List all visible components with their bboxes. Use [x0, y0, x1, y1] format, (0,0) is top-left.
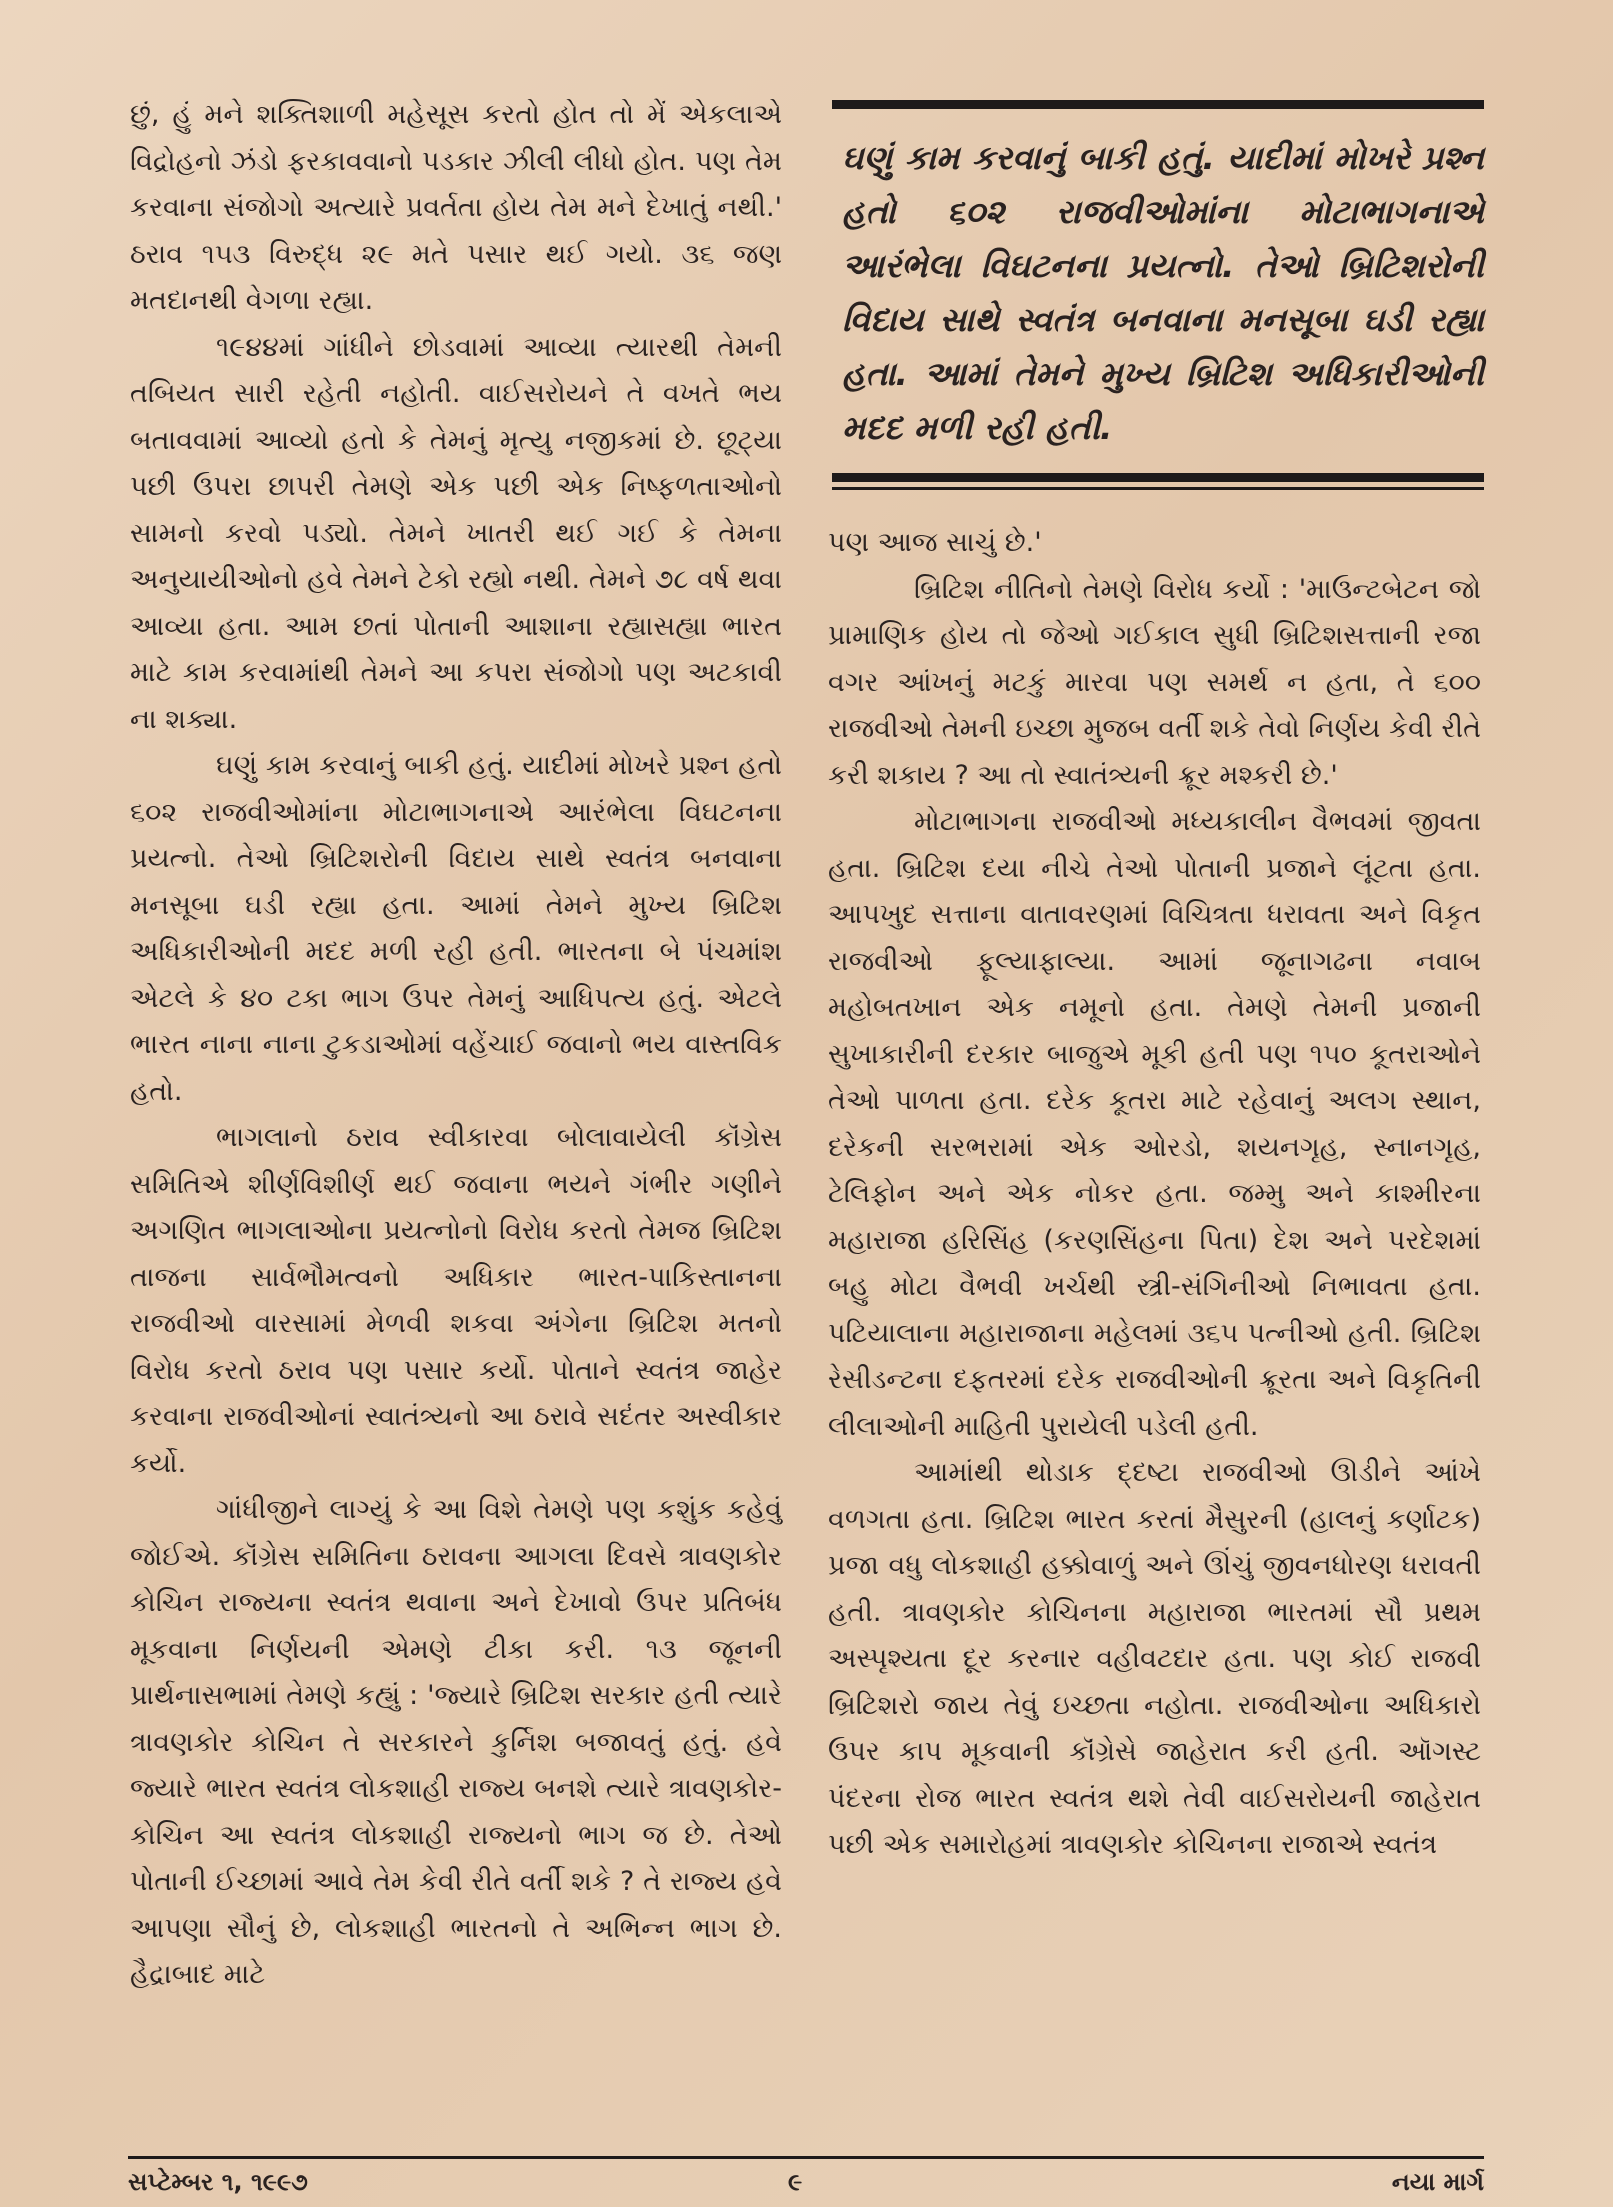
paragraph: ઘણું કામ કરવાનું બાકી હતું. યાદીમાં મોખરે પ્રશ્ન હતો ૬૦૨ રાજવીઓમાંના મોટાભાગનાએ આરંભેલા વિઘટનના પ્રયત્નો. તેઓ બ્રિટિશરોની વિદાય સાથે સ્વતંત્ર બનવાના મનસૂબા ઘડી રહ્યા હતા. આમાં તેમને મુખ્ય બ્રિટિશ અધિકારીઓની મદદ મળી રહી હતી. ભારતના બે પંચમાંશ એટલે કે ૪૦ ટકા ભાગ ઉપર તેમનું આધિપત્ય હતું. એટલે ભારત નાના નાના ટુકડાઓમાં વહેંચાઈ જવાનો ભય વાસ્તવિક હતો. — [130, 750, 782, 1107]
pull-quote-box — [832, 100, 1484, 490]
paragraph: ભાગલાનો ઠરાવ સ્વીકારવા બોલાવાયેલી કૉંગ્રેસ સમિતિએ શીર્ણવિશીર્ણ થઈ જવાના ભયને ગંભીર ગણીને અગણિત ભાગલાઓના પ્રયત્નોનો વિરોધ કરતો તેમજ બ્રિટિશ તાજના સાર્વભૌમત્વનો અધિકાર ભારત-પાકિસ્તાનના રાજવીઓ વારસામાં મેળવી શકવા અંગેના બ્રિટિશ મતનો વિરોધ કરતો ઠરાવ પણ પસાર કર્યો. પોતાને સ્વતંત્ર જાહેર કરવાના રાજવીઓનાં સ્વાતંત્ર્યનો આ ઠરાવે સદંતર અસ્વીકાર કર્યો. — [130, 1122, 782, 1479]
pull-quote: ઘણું કામ કરવાનું બાકી હતું. યાદીમાં મોખરે પ્રશ્ન હતો ૬૦૨ રાજવીઓમાંના મોટાભાગનાએ આરંભેલા વિઘટનના પ્રયત્નો. તેઓ બ્રિટિશરોની વિદાય સાથે સ્વતંત્ર બનવાના મનસૂબા ઘડી રહ્યા હતા. આમાં તેમને મુખ્ય બ્રિટિશ અધિકારીઓની મદદ મળી રહી હતી. — [842, 138, 1484, 447]
paragraph: બ્રિટિશ નીતિનો તેમણે વિરોધ કર્યો : 'માઉન્ટબેટન જો પ્રામાણિક હોય તો જેઓ ગઈકાલ સુધી બ્રિટિશસત્તાની રજા વગર આંખનું મટકું મારવા પણ સમર્થ ન હતા, તે ૬૦૦ રાજવીઓ તેમની ઇચ્છા મુજબ વર્તી શકે તેવો નિર્ણય કેવી રીતે કરી શકાય ? આ તો સ્વાતંત્ર્યની ક્રૂર મશ્કરી છે.' — [828, 573, 1481, 791]
paragraph: મોટાભાગના રાજવીઓ મધ્યકાલીન વૈભવમાં જીવતા હતા. બ્રિટિશ દયા નીચે તેઓ પોતાની પ્રજાને લૂંટતા હતા. આપખુદ સત્તાના વાતાવરણમાં વિચિત્રતા ધરાવતા અને વિકૃત રાજવીઓ ફૂલ્યાફાલ્યા. આમાં જૂનાગઢના નવાબ મહોબતખાન એક નમૂનો હતા. તેમણે તેમની પ્રજાની સુખાકારીની દરકાર બાજુએ મૂકી હતી પણ ૧૫૦ કૂતરાઓને તેઓ પાળતા હતા. દરેક કૂતરા માટે રહેવાનું અલગ સ્થાન, દરેકની સરભરામાં એક ઓરડો, શયનગૃહ, સ્નાનગૃહ, ટેલિફોન અને એક નોકર હતા. જમ્મુ અને કાશ્મીરના મહારાજા હરિસિંહ (કરણસિંહના પિતા) દેશ અને પરદેશમાં બહુ મોટા વૈભવી ખર્ચથી સ્ત્રી-સંગિનીઓ નિભાવતા હતા. પટિયાલાના મહારાજાના મહેલમાં ૩૬૫ પત્નીઓ હતી. બ્રિટિશ રેસીડન્ટના દફતરમાં દરેક રાજવીઓની ક્રૂરતા અને વિકૃતિની લીલાઓની માહિતી પુરાયેલી પડેલી હતી. — [828, 806, 1481, 1442]
page-footer — [128, 2168, 1484, 2202]
footer-rule — [128, 2156, 1484, 2159]
pull-quote-top-rule — [832, 100, 1484, 109]
paragraph: ૧૯૪૪માં ગાંધીને છોડવામાં આવ્યા ત્યારથી તેમની તબિયત સારી રહેતી નહોતી. વાઈસરોયને તે વખતે ભય બતાવવામાં આવ્યો હતો કે તેમનું મૃત્યુ નજીકમાં છે. છૂટ્યા પછી ઉપરા છાપરી તેમણે એક પછી એક નિષ્ફળતાઓનો સામનો કરવો પડ્યો. તેમને ખાતરી થઈ ગઈ કે તેમના અનુયાયીઓનો હવે તેમને ટેકો રહ્યો નથી. તેમને ૭૮ વર્ષ થવા આવ્યા હતા. આમ છતાં પોતાની આશાના રહ્યાસહ્યા ભારત માટે કામ કરવામાંથી તેમને આ કપરા સંજોગો પણ અટકાવી ના શક્યા. — [130, 331, 782, 735]
paragraph: છું, હું મને શક્તિશાળી મહેસૂસ કરતો હોત તો મેં એકલાએ વિદ્રોહનો ઝંડો ફરકાવવાનો પડકાર ઝીલી લીધો હોત. પણ તેમ કરવાના સંજોગો અત્યારે પ્રવર્તતા હોય તેમ મને દેખાતું નથી.' ઠરાવ ૧૫૩ વિરુદ્ધ ૨૯ મતે પસાર થઈ ગયો. ૩૬ જણ મતદાનથી વેગળા રહ્યા. — [130, 99, 782, 316]
footer-date: સપ્ટેમ્બર ૧, ૧૯૯૭ — [128, 2168, 308, 2196]
left-column — [130, 92, 782, 1999]
paragraph: પણ આજ સાચું છે.' — [828, 527, 1042, 558]
magazine-name: નયા માર્ગ — [1391, 2168, 1484, 2196]
pull-quote-bottom-thin-rule — [832, 487, 1484, 490]
right-column — [828, 520, 1481, 1869]
paragraph: ગાંધીજીને લાગ્યું કે આ વિશે તેમણે પણ કશુંક કહેવું જોઈએ. કૉંગ્રેસ સમિતિના ઠરાવના આગલા દિવસે ત્રાવણકોર કોચિન રાજ્યના સ્વતંત્ર થવાના અને દેખાવો ઉપર પ્રતિબંધ મૂકવાના નિર્ણયની એમણે ટીકા કરી. ૧૩ જૂનની પ્રાર્થનાસભામાં તેમણે કહ્યું : 'જ્યારે બ્રિટિશ સરકાર હતી ત્યારે ત્રાવણકોર કોચિન તે સરકારને કુર્નિશ બજાવતું હતું. હવે જ્યારે ભારત સ્વતંત્ર લોકશાહી રાજ્ય બનશે ત્યારે ત્રાવણકોર-કોચિન આ સ્વતંત્ર લોકશાહી રાજ્યનો ભાગ જ છે. તેઓ પોતાની ઈચ્છામાં આવે તેમ કેવી રીતે વર્તી શકે ? તે રાજ્ય હવે આપણા સૌનું છે, લોકશાહી ભારતનો તે અભિન્ન ભાગ છે. હૈદ્રાબાદ માટે — [130, 1494, 782, 1990]
pull-quote-bottom-rule — [832, 473, 1484, 482]
paragraph: આમાંથી થોડાક દ્દષ્ટા રાજવીઓ ઊડીને આંખે વળગતા હતા. બ્રિટિશ ભારત કરતાં મૈસુરની (હાલનું કર્ણાટક) પ્રજા વધુ લોકશાહી હક્કોવાળું અને ઊંચું જીવનધોરણ ધરાવતી હતી. ત્રાવણકોર કોચિનના મહારાજા ભારતમાં સૌ પ્રથમ અસ્પૃશ્યતા દૂર કરનાર વહીવટદાર હતા. પણ કોઈ રાજવી બ્રિટિશરો જાય તેવું ઇચ્છતા નહોતા. રાજવીઓના અધિકારો ઉપર કાપ મૂકવાની કૉંગ્રેસે જાહેરાત કરી હતી. ઑગસ્ટ પંદરના રોજ ભારત સ્વતંત્ર થશે તેવી વાઈસરોયની જાહેરાત પછી એક સમારોહમાં ત્રાવણકોર કોચિનના રાજાએ સ્વતંત્ર — [828, 1457, 1481, 1860]
page-number: ૯ — [788, 2168, 803, 2196]
